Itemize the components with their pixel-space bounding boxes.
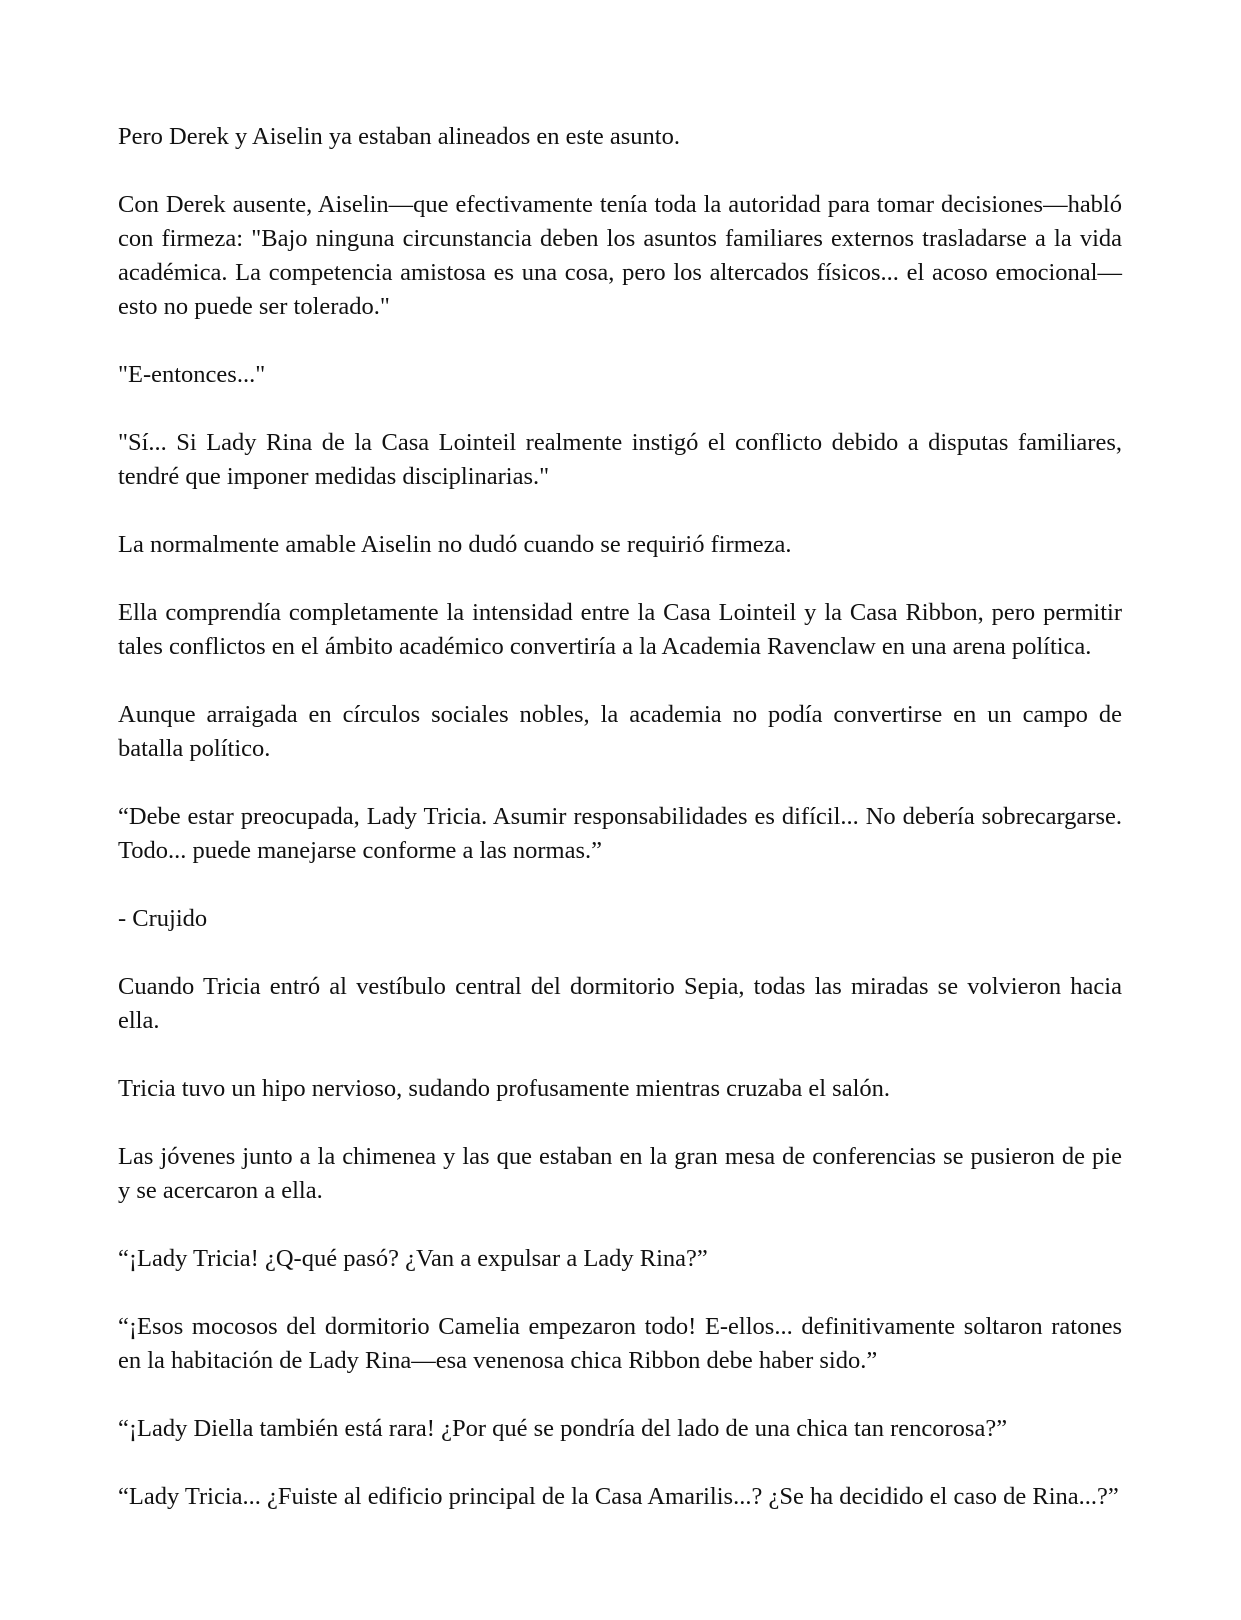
paragraph: Cuando Tricia entró al vestíbulo central del dormitorio Sepia, todas las miradas se volvieron hacia ella. [118, 973, 1122, 1034]
paragraph: Pero Derek y Aiselin ya estaban alineados en este asunto. [118, 123, 680, 150]
paragraph: Con Derek ausente, Aiselin—que efectivamente tenía toda la autoridad para tomar decisiones—habló con firmeza: "Bajo ninguna circunstancia deben los asuntos familiares externos trasladarse a la vida académica. La competencia amistosa es una cosa, pero los altercados físicos... el acoso emocional—esto no puede ser tolerado." [118, 191, 1122, 320]
paragraph: "E-entonces..." [118, 361, 266, 388]
paragraph: "Sí... Si Lady Rina de la Casa Lointeil realmente instigó el conflicto debido a disputas familiares, tendré que imponer medidas disciplinarias." [118, 429, 1122, 490]
paragraph: - Crujido [118, 905, 208, 932]
paragraph: Tricia tuvo un hipo nervioso, sudando profusamente mientras cruzaba el salón. [118, 1075, 891, 1102]
paragraph: Aunque arraigada en círculos sociales nobles, la academia no podía convertirse en un campo de batalla político. [118, 701, 1122, 762]
paragraph: Las jóvenes junto a la chimenea y las que estaban en la gran mesa de conferencias se pusieron de pie y se acercaron a ella. [118, 1143, 1122, 1204]
document-page [118, 120, 1122, 1548]
paragraph: “¡Esos mocosos del dormitorio Camelia empezaron todo! E-ellos... definitivamente soltaron ratones en la habitación de Lady Rina—esa venenosa chica Ribbon debe haber sido.” [118, 1313, 1122, 1374]
paragraph: “Lady Tricia... ¿Fuiste al edificio principal de la Casa Amarilis...? ¿Se ha decidido el caso de Rina...?” [118, 1483, 1119, 1510]
paragraph: “Debe estar preocupada, Lady Tricia. Asumir responsabilidades es difícil... No debería sobrecargarse. Todo... puede manejarse conforme a las normas.” [118, 803, 1122, 864]
paragraph: “¡Lady Diella también está rara! ¿Por qué se pondría del lado de una chica tan rencorosa?” [118, 1415, 1008, 1442]
paragraph: La normalmente amable Aiselin no dudó cuando se requirió firmeza. [118, 531, 792, 558]
paragraph: “¡Lady Tricia! ¿Q-qué pasó? ¿Van a expulsar a Lady Rina?” [118, 1245, 708, 1272]
paragraph: Ella comprendía completamente la intensidad entre la Casa Lointeil y la Casa Ribbon, pero permitir tales conflictos en el ámbito académico convertiría a la Academia Ravenclaw en una arena política. [118, 599, 1122, 660]
